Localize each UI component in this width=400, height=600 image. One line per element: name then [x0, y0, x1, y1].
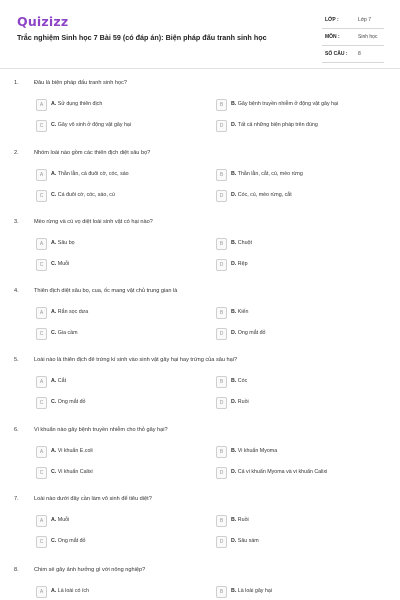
- question-text: Loài nào dưới đây cần làm vô sinh để tiêu diệt?: [34, 496, 152, 502]
- option-content: Cả vi khuẩn Myoma và vi khuẩn Calixi: [237, 469, 328, 475]
- option-content: Ong mắt đỏ: [57, 399, 86, 405]
- question-number: 2.: [14, 150, 19, 156]
- option-text: [231, 448, 277, 454]
- option-letter-box: B: [216, 169, 227, 181]
- option-letter-box: C: [36, 467, 47, 479]
- answer-option-a[interactable]: [36, 515, 202, 527]
- option-label: A.: [51, 309, 57, 315]
- option-letter-box: B: [216, 238, 227, 250]
- option-text: [231, 122, 318, 128]
- option-content: Kiến: [237, 309, 249, 315]
- option-text: [51, 588, 89, 594]
- question-number: 4.: [14, 288, 19, 294]
- question-number: 6.: [14, 427, 19, 433]
- option-label: B.: [231, 378, 237, 384]
- option-label: B.: [231, 171, 237, 177]
- option-text: [231, 330, 265, 336]
- option-text: [231, 101, 338, 107]
- question-number: 5.: [14, 357, 19, 363]
- option-content: Chuột: [237, 240, 252, 246]
- option-label: C.: [51, 122, 57, 128]
- option-content: Sâu xám: [237, 538, 259, 544]
- option-label: B.: [231, 588, 237, 594]
- meta-key: LỚP :: [325, 17, 339, 23]
- option-content: Ruồi: [237, 399, 249, 405]
- answer-option-d[interactable]: [216, 328, 382, 340]
- question-text: Loài nào là thiên địch đẻ trứng kí sinh vào sinh vật gây hại hay trứng của sâu hại?: [34, 357, 238, 363]
- option-content: Cá đuôi cờ, cóc, sáo, cú: [57, 192, 115, 198]
- option-label: D.: [231, 122, 237, 128]
- option-label: D.: [231, 330, 237, 336]
- option-content: Là loài gây hại: [237, 588, 272, 594]
- option-letter-box: D: [216, 120, 227, 132]
- option-letter-box: A: [36, 169, 47, 181]
- answer-option-a[interactable]: [36, 169, 202, 181]
- option-text: [51, 122, 131, 128]
- question-number: 3.: [14, 219, 19, 225]
- option-letter-box: A: [36, 586, 47, 598]
- option-text: [51, 448, 93, 454]
- answer-option-d[interactable]: [216, 536, 382, 548]
- option-label: A.: [51, 517, 57, 523]
- option-content: Là loài có ích: [57, 588, 90, 594]
- meta-key: SỐ CÂU :: [325, 51, 348, 57]
- option-text: [51, 309, 88, 315]
- option-content: Gây bệnh truyền nhiễm ở động vật gây hại: [237, 101, 339, 107]
- option-letter-box: D: [216, 328, 227, 340]
- option-label: B.: [231, 517, 237, 523]
- option-text: [51, 192, 115, 198]
- answer-option-c[interactable]: [36, 397, 202, 409]
- answer-option-d[interactable]: [216, 120, 382, 132]
- option-letter-box: C: [36, 536, 47, 548]
- option-text: [51, 399, 85, 405]
- answer-option-b[interactable]: [216, 515, 382, 527]
- option-letter-box: C: [36, 397, 47, 409]
- option-content: Ong mắt đỏ: [237, 330, 266, 336]
- answer-option-d[interactable]: [216, 397, 382, 409]
- option-text: [231, 261, 248, 267]
- option-letter-box: A: [36, 376, 47, 388]
- option-content: Sử dụng thiên địch: [57, 101, 103, 107]
- answer-option-a[interactable]: [36, 238, 202, 250]
- answer-option-d[interactable]: [216, 259, 382, 271]
- answer-option-c[interactable]: [36, 259, 202, 271]
- page-title: Trắc nghiệm Sinh học 7 Bài 59 (có đáp án): Biện pháp đấu tranh sinh học: [17, 33, 267, 42]
- option-letter-box: B: [216, 515, 227, 527]
- answer-option-c[interactable]: [36, 120, 202, 132]
- option-label: A.: [51, 378, 57, 384]
- option-label: B.: [231, 448, 237, 454]
- option-content: Sâu bọ: [57, 240, 75, 246]
- option-letter-box: D: [216, 259, 227, 271]
- answer-option-a[interactable]: [36, 376, 202, 388]
- meta-value: Lớp 7: [358, 17, 372, 23]
- question-text: Đâu là biện pháp đấu tranh sinh học?: [34, 80, 127, 86]
- question-text: Chim sẻ gây ảnh hưởng gì với nông nghiệp?: [34, 567, 146, 573]
- answer-option-b[interactable]: [216, 307, 382, 319]
- option-content: Cóc: [237, 378, 248, 384]
- option-label: D.: [231, 261, 237, 267]
- question-number: 8.: [14, 567, 19, 573]
- question-text: Thiên địch diệt sâu bọ, cua, ốc mang vật chủ trung gian là: [34, 288, 178, 294]
- option-label: B.: [231, 309, 237, 315]
- answer-option-b[interactable]: [216, 99, 382, 111]
- answer-option-b[interactable]: [216, 446, 382, 458]
- option-text: [231, 538, 259, 544]
- meta-value: Sinh học: [358, 34, 378, 40]
- option-label: C.: [51, 330, 57, 336]
- option-letter-box: A: [36, 446, 47, 458]
- answer-option-a[interactable]: [36, 446, 202, 458]
- answer-option-c[interactable]: [36, 190, 202, 202]
- question-number: 7.: [14, 496, 19, 502]
- option-label: A.: [51, 448, 57, 454]
- option-label: A.: [51, 171, 57, 177]
- option-content: Vi khuẩn E.coli: [57, 448, 93, 454]
- option-label: C.: [51, 192, 57, 198]
- option-content: Thằn lằn, cắt, cú, mèo rừng: [237, 171, 303, 177]
- option-text: [231, 240, 252, 246]
- option-content: Ong mắt đỏ: [57, 538, 86, 544]
- option-letter-box: B: [216, 99, 227, 111]
- option-label: B.: [231, 101, 237, 107]
- option-text: [231, 171, 303, 177]
- answer-option-a[interactable]: [36, 307, 202, 319]
- option-label: D.: [231, 399, 237, 405]
- option-letter-box: A: [36, 238, 47, 250]
- option-text: [51, 261, 69, 267]
- meta-value: 8: [358, 51, 361, 57]
- option-text: [51, 240, 75, 246]
- option-label: C.: [51, 261, 57, 267]
- option-text: [231, 192, 292, 198]
- header-divider: [0, 68, 400, 69]
- option-content: Muỗi: [57, 517, 70, 523]
- option-label: A.: [51, 240, 57, 246]
- option-content: Muỗi: [57, 261, 70, 267]
- option-content: Vi khuẩn Calixi: [57, 469, 93, 475]
- option-content: Gia cầm: [57, 330, 78, 336]
- question-text: Nhóm loài nào gồm các thiên địch diệt sâu bọ?: [34, 150, 151, 156]
- option-letter-box: D: [216, 397, 227, 409]
- option-letter-box: C: [36, 190, 47, 202]
- quizizz-logo: Quizizz: [17, 14, 69, 29]
- option-text: [231, 469, 327, 475]
- option-text: [51, 101, 102, 107]
- answer-option-c[interactable]: [36, 328, 202, 340]
- option-letter-box: C: [36, 259, 47, 271]
- option-text: [51, 330, 78, 336]
- answer-option-c[interactable]: [36, 467, 202, 479]
- option-content: Cắt: [57, 378, 67, 384]
- option-label: C.: [51, 399, 57, 405]
- option-letter-box: C: [36, 120, 47, 132]
- option-label: C.: [51, 469, 57, 475]
- answer-option-a[interactable]: [36, 586, 202, 598]
- option-content: Cóc, cú, mèo rừng, cắt: [237, 192, 292, 198]
- option-content: Thằn lằn, cá đuôi cờ, cóc, sáo: [57, 171, 129, 177]
- option-content: Gây vô sinh ở động vật gây hại: [57, 122, 132, 128]
- question-number: 1.: [14, 80, 19, 86]
- meta-row-subject: [322, 29, 384, 46]
- option-text: [51, 171, 129, 177]
- option-label: A.: [51, 588, 57, 594]
- option-letter-box: C: [36, 328, 47, 340]
- answer-option-c[interactable]: [36, 536, 202, 548]
- meta-row-count: [322, 46, 384, 63]
- option-text: [51, 517, 69, 523]
- option-letter-box: A: [36, 307, 47, 319]
- option-letter-box: D: [216, 536, 227, 548]
- answer-option-d[interactable]: [216, 467, 382, 479]
- option-letter-box: B: [216, 446, 227, 458]
- option-letter-box: A: [36, 515, 47, 527]
- answer-option-a[interactable]: [36, 99, 202, 111]
- option-text: [231, 517, 249, 523]
- option-text: [51, 378, 66, 384]
- option-letter-box: B: [216, 376, 227, 388]
- option-text: [231, 399, 249, 405]
- answer-option-b[interactable]: [216, 169, 382, 181]
- option-label: D.: [231, 469, 237, 475]
- answer-option-d[interactable]: [216, 190, 382, 202]
- option-content: Ruồi: [237, 517, 249, 523]
- meta-box: [322, 12, 384, 63]
- option-text: [51, 469, 93, 475]
- option-content: Tất cả những biện pháp trên đúng: [237, 122, 318, 128]
- option-label: C.: [51, 538, 57, 544]
- answer-option-b[interactable]: [216, 586, 382, 598]
- meta-key: MÔN :: [325, 34, 340, 40]
- meta-row-class: [322, 12, 384, 29]
- option-letter-box: D: [216, 467, 227, 479]
- option-text: [51, 538, 85, 544]
- option-label: D.: [231, 192, 237, 198]
- answer-option-b[interactable]: [216, 376, 382, 388]
- option-content: Vi khuẩn Myoma: [237, 448, 278, 454]
- question-text: Mèo rừng và cú vọ diệt loài sinh vật có hại nào?: [34, 219, 153, 225]
- option-label: B.: [231, 240, 237, 246]
- answer-option-b[interactable]: [216, 238, 382, 250]
- option-content: Rệp: [237, 261, 248, 267]
- option-letter-box: D: [216, 190, 227, 202]
- option-text: [231, 309, 248, 315]
- option-letter-box: A: [36, 99, 47, 111]
- option-letter-box: B: [216, 586, 227, 598]
- option-content: Rắn sọc dưa: [57, 309, 89, 315]
- option-text: [231, 588, 272, 594]
- option-label: A.: [51, 101, 57, 107]
- question-text: Vi khuẩn nào gây bệnh truyền nhiễm cho thỏ gây hại?: [34, 427, 168, 433]
- option-label: D.: [231, 538, 237, 544]
- option-text: [231, 378, 247, 384]
- option-letter-box: B: [216, 307, 227, 319]
